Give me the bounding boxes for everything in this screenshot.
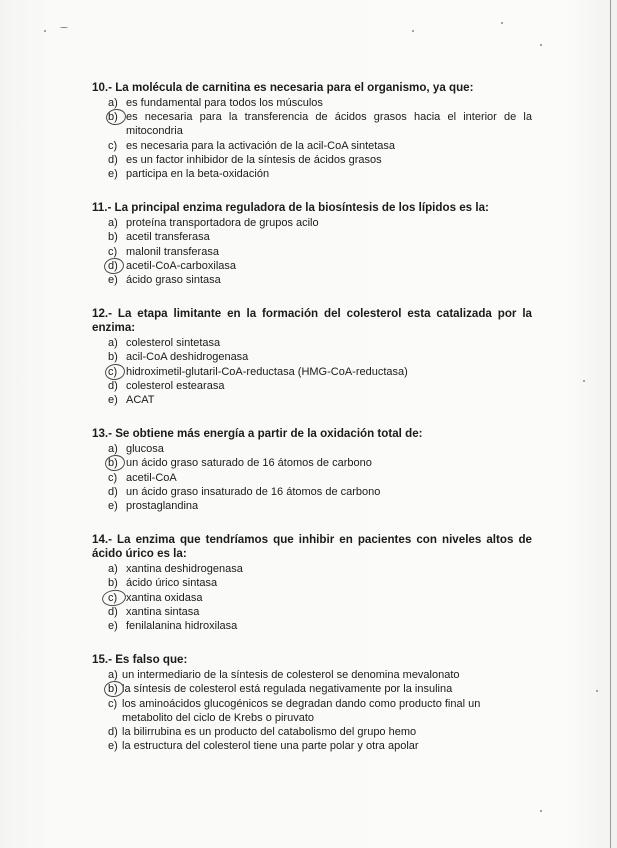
option-text: fenilalanina hidroxilasa (126, 620, 238, 633)
option-letter: a) (108, 563, 118, 576)
question-10 (92, 81, 532, 181)
option-d (92, 605, 532, 619)
exam-questions (92, 81, 532, 754)
option-text: es fundamental para todos los músculos (126, 97, 323, 109)
option-text: acil-CoA deshidrogenasa (126, 351, 249, 364)
option-d (92, 153, 532, 167)
option-text: colesterol sintetasa (126, 337, 221, 350)
option-a (92, 96, 532, 110)
option-c (92, 245, 532, 259)
scan-speck (501, 22, 503, 24)
scan-speck (583, 380, 585, 382)
option-d (92, 259, 532, 273)
scan-speck (540, 810, 542, 812)
option-c (92, 139, 532, 153)
option-a (92, 216, 532, 230)
option-text: es necesaria para la transferencia de ácidos grasos hacia el interior de la mitocondria (126, 111, 532, 138)
option-text: colesterol estearasa (126, 379, 225, 392)
option-c (92, 471, 532, 485)
option-letter: a) (108, 337, 118, 350)
option-b (92, 576, 532, 590)
option-letter: c) (108, 139, 118, 152)
option-text: es un factor inhibidor de la síntesis de ácidos grasos (126, 153, 382, 166)
question-title: 12.- La etapa limitante en la formación del colesterol esta catalizada por la enzima: (92, 307, 532, 335)
option-letter: c) (108, 365, 118, 378)
question-14 (92, 533, 532, 633)
option-text: ACAT (126, 394, 155, 407)
option-letter: a) (108, 443, 118, 456)
option-letter: e) (108, 620, 118, 633)
option-b (92, 110, 532, 138)
scan-speck (44, 30, 46, 32)
option-letter: a) (108, 669, 118, 682)
option-b (92, 230, 532, 244)
option-text: acetil-CoA-carboxilasa (126, 259, 237, 272)
scan-speck (60, 27, 68, 28)
question-title: 15.- Es falso que: (92, 653, 188, 667)
option-text: la estructura del colesterol tiene una parte polar y otra apolar (122, 740, 419, 753)
option-letter: c) (108, 245, 118, 258)
option-a (92, 336, 532, 350)
option-text: xantina oxidasa (126, 591, 203, 604)
option-d (92, 485, 532, 499)
option-letter: a) (108, 97, 118, 109)
option-letter: d) (108, 153, 118, 166)
option-text: ácido graso sintasa (126, 274, 221, 287)
option-text: ácido úrico sintasa (126, 577, 218, 590)
question-title: 11.- La principal enzima reguladora de la biosíntesis de los lípidos es la: (92, 201, 489, 215)
option-c (92, 365, 532, 379)
option-letter: d) (108, 259, 118, 272)
option-e (92, 619, 532, 633)
option-letter: c) (108, 697, 118, 710)
question-15 (92, 653, 532, 753)
option-e (92, 393, 532, 407)
option-e (92, 167, 532, 181)
option-text: acetil transferasa (126, 231, 210, 244)
option-letter: b) (108, 231, 118, 244)
option-text: malonil transferasa (126, 245, 219, 258)
option-letter: d) (108, 726, 118, 739)
option-letter: d) (108, 379, 118, 392)
option-text: prostaglandina (126, 500, 199, 513)
option-letter: b) (108, 111, 118, 124)
option-a (92, 562, 532, 576)
option-text: un ácido graso insaturado de 16 átomos de carbono (126, 485, 381, 498)
option-text: la síntesis de colesterol está regulada negativamente por la insulina (122, 683, 453, 696)
option-letter: b) (108, 351, 118, 364)
option-c (92, 591, 532, 605)
option-letter: a) (108, 217, 118, 230)
option-d (92, 725, 532, 739)
option-a (92, 668, 532, 682)
option-letter: e) (108, 274, 118, 287)
option-letter: e) (108, 168, 118, 181)
option-text: glucosa (126, 443, 164, 456)
option-e (92, 273, 532, 287)
option-text: xantina deshidrogenasa (126, 563, 243, 576)
option-text: la bilirrubina es un producto del catabolismo del grupo hemo (122, 726, 417, 739)
option-d (92, 379, 532, 393)
option-b (92, 350, 532, 364)
option-letter: b) (108, 457, 118, 470)
option-text: es necesaria para la activación de la acil-CoA sintetasa (126, 139, 396, 152)
question-title: 13.- Se obtiene más energía a partir de la oxidación total de: (92, 427, 423, 441)
option-letter: d) (108, 605, 118, 618)
option-e (92, 739, 532, 753)
option-letter: e) (108, 500, 118, 513)
option-text: un ácido graso saturado de 16 átomos de carbono (126, 457, 372, 470)
question-12 (92, 307, 532, 407)
option-b (92, 456, 532, 470)
option-text: los aminoácidos glucogénicos se degradan dando como producto final un metabolito del ciclo de Krebs o piruvato (122, 697, 481, 724)
option-letter: e) (108, 740, 118, 753)
option-text: acetil-CoA (126, 471, 177, 484)
question-title: 10.- La molécula de carnitina es necesaria para el organismo, ya que: (92, 81, 474, 94)
option-text: un intermediario de la síntesis de colesterol se denomina mevalonato (122, 669, 460, 682)
scan-speck (596, 690, 598, 692)
scan-speck (412, 30, 414, 32)
question-title: 14.- La enzima que tendríamos que inhibir en pacientes con niveles altos de ácido úrico es la: (92, 533, 532, 561)
option-letter: b) (108, 683, 118, 696)
option-letter: c) (108, 471, 118, 484)
option-text: participa en la beta-oxidación (126, 168, 270, 181)
option-a (92, 442, 532, 456)
option-text: proteína transportadora de grupos acilo (126, 217, 319, 230)
scan-speck (540, 44, 542, 46)
option-c (92, 697, 532, 725)
option-letter: e) (108, 394, 118, 407)
page-edge (610, 0, 611, 848)
option-letter: c) (108, 591, 118, 604)
option-text: hidroximetil-glutaril-CoA-reductasa (HMG-CoA-reductasa) (126, 365, 408, 378)
question-13 (92, 427, 532, 513)
option-b (92, 682, 532, 696)
option-letter: d) (108, 485, 118, 498)
option-e (92, 499, 532, 513)
option-text: xantina sintasa (126, 605, 200, 618)
option-letter: b) (108, 577, 118, 590)
question-11 (92, 201, 532, 287)
